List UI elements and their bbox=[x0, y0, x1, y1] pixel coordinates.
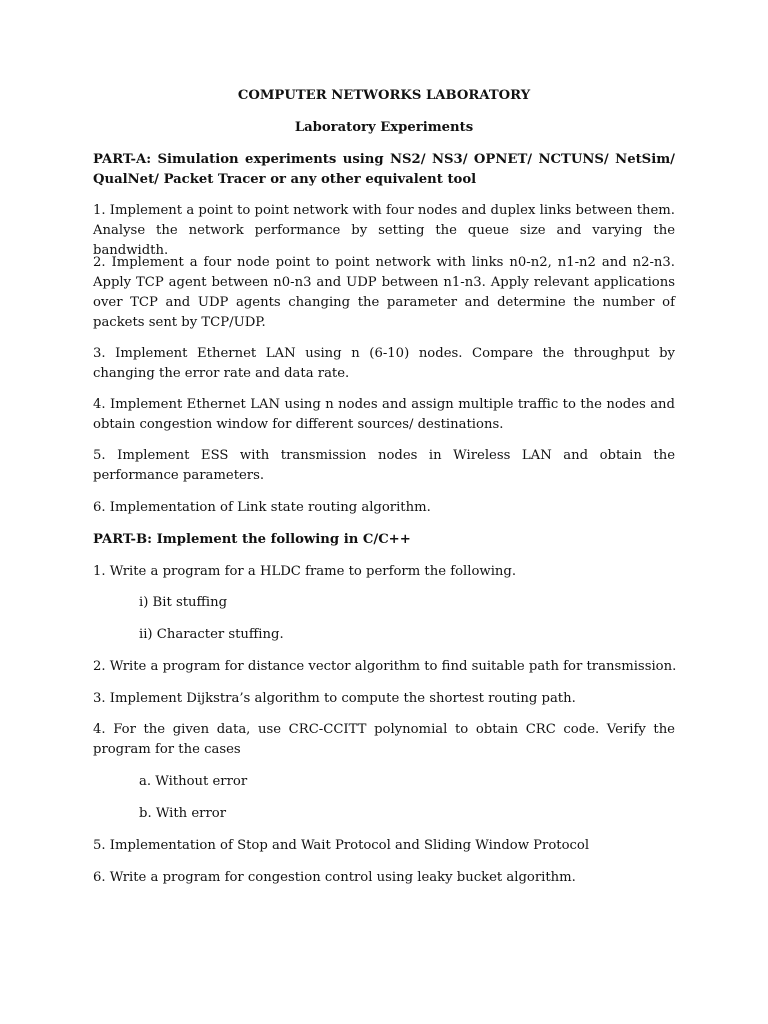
page-subtitle: Laboratory Experiments bbox=[294, 120, 474, 135]
part-a-item-3: 3. Implement Ethernet LAN using n (6-10) nodes. Compare the throughput by changing the error rate and data rate. bbox=[93, 346, 675, 381]
part-a-item-4: 4. Implement Ethernet LAN using n nodes and assign multiple traffic to the nodes and obtain congestion window for different sources/ destinations. bbox=[93, 397, 675, 432]
page-title: COMPUTER NETWORKS LABORATORY bbox=[237, 88, 531, 103]
part-b-heading: PART-B: Implement the following in C/C++ bbox=[93, 532, 411, 547]
part-b-item-6: 6. Write a program for congestion control using leaky bucket algorithm. bbox=[93, 870, 576, 885]
part-a-heading: PART-A: Simulation experiments using NS2/ NS3/ OPNET/ NCTUNS/ NetSim/ QualNet/ Packet Tracer or any other equivalent tool bbox=[93, 152, 675, 187]
part-b-item-4-sub-1: a. Without error bbox=[139, 774, 248, 789]
part-b-item-4-sub-2: b. With error bbox=[139, 806, 227, 821]
part-b-item-1-sub-1: i) Bit stuffing bbox=[139, 595, 228, 610]
part-b-item-3: 3. Implement Dijkstra’s algorithm to compute the shortest routing path. bbox=[93, 691, 576, 706]
part-b-item-1-sub-2: ii) Character stuffing. bbox=[139, 627, 284, 642]
part-b-item-2: 2. Write a program for distance vector algorithm to find suitable path for transmission. bbox=[93, 659, 677, 674]
part-a-item-5: 5. Implement ESS with transmission nodes in Wireless LAN and obtain the performance parameters. bbox=[93, 448, 675, 483]
part-a-item-2: 2. Implement a four node point to point network with links n0-n2, n1-n2 and n2-n3. Apply TCP agent between n0-n3 and UDP between n1-n3. Apply relevant applications over TCP and UDP agents changing the parameter and determine the number of packets sent by TCP/UDP. bbox=[93, 255, 675, 330]
part-b-item-5: 5. Implementation of Stop and Wait Protocol and Sliding Window Protocol bbox=[93, 838, 590, 853]
part-b-item-1: 1. Write a program for a HLDC frame to perform the following. bbox=[93, 564, 517, 579]
part-a-item-1: 1. Implement a point to point network with four nodes and duplex links between them. Analyse the network performance by setting the queue size and varying the bandwidth. bbox=[93, 203, 675, 258]
part-a-item-6: 6. Implementation of Link state routing algorithm. bbox=[93, 500, 431, 515]
part-b-item-4: 4. For the given data, use CRC-CCITT polynomial to obtain CRC code. Verify the program for the cases bbox=[93, 722, 675, 757]
